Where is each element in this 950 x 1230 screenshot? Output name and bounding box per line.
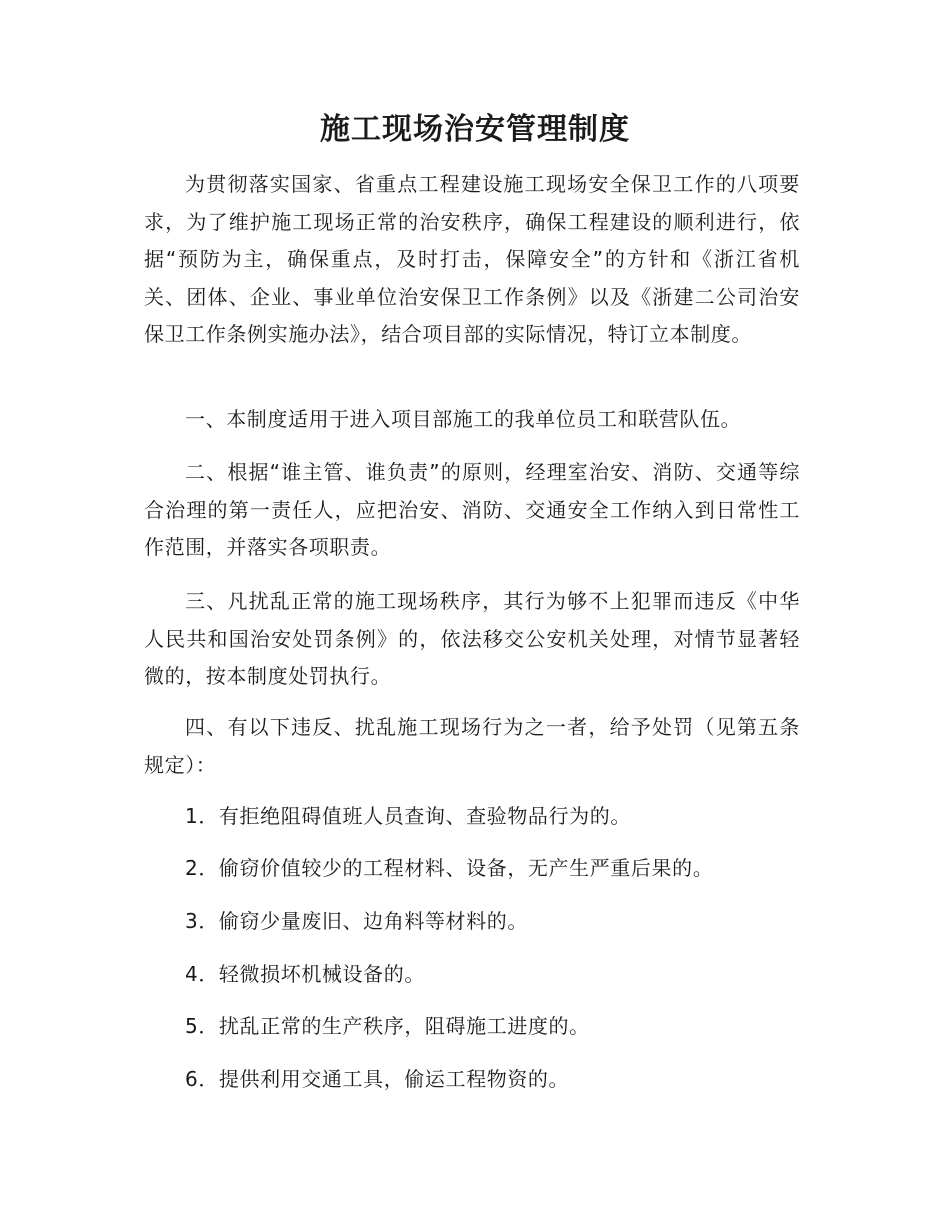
list-item: 2．偷窃价值较少的工程材料、设备，无产生严重后果的。 — [185, 856, 714, 880]
list-item: 1．有拒绝阻碍值班人员查询、查验物品行为的。 — [185, 804, 631, 828]
list-item: 4．轻微损坏机械设备的。 — [185, 962, 425, 986]
list-item: 5．扰乱正常的生产秩序，阻碍施工进度的。 — [185, 1014, 590, 1038]
article-3-paragraph: 三、凡扰乱正常的施工现场秩序，其行为够不上犯罪而违反《中华人民共和国治安处罚条例》的，依法移交公安机关处理，对情节显著轻微的，按本制度处罚执行。 — [144, 589, 800, 688]
document-title: 施工现场治安管理制度 — [320, 112, 630, 147]
list-item: 3．偷窃少量废旧、边角料等材料的。 — [185, 909, 528, 933]
article-1-paragraph: 一、本制度适用于进入项目部施工的我单位员工和联营队伍。 — [185, 407, 742, 431]
article-2-paragraph: 二、根据“谁主管、谁负责”的原则，经理室治安、消防、交通等综合治理的第一责任人，应把治安、消防、交通安全工作纳入到日常性工作范围，并落实各项职责。 — [144, 460, 800, 559]
intro-paragraph: 为贯彻落实国家、省重点工程建设施工现场安全保卫工作的八项要求，为了维护施工现场正常的治安秩序，确保工程建设的顺利进行，依据“预防为主，确保重点，及时打击，保障安全”的方针和《浙江省机关、团体、企业、事业单位治安保卫工作条例》以及《浙建二公司治安保卫工作条例实施办法》，结合项目部的实际情况，特订立本制度。 — [144, 172, 800, 346]
article-4-paragraph: 四、有以下违反、扰乱施工现场行为之一者，给予处罚（见第五条规定）： — [144, 715, 800, 777]
list-item: 6．提供利用交通工具，偷运工程物资的。 — [185, 1067, 570, 1091]
